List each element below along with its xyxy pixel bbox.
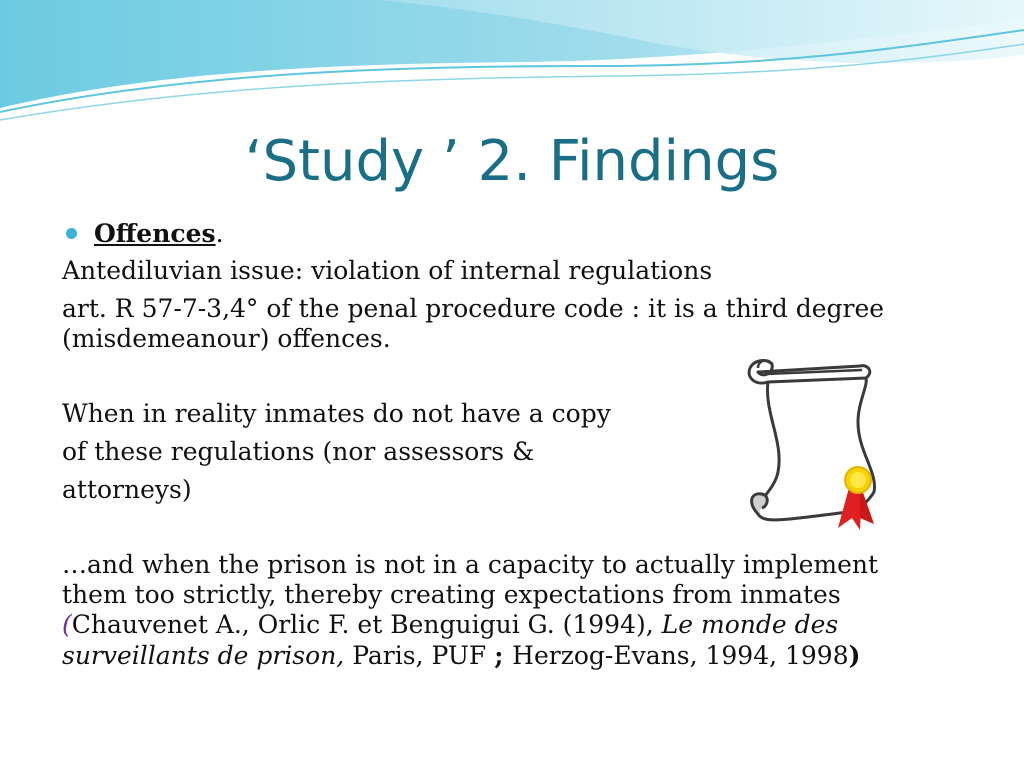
body-line-reality-3: attorneys) bbox=[62, 475, 192, 504]
reference-line-1 bbox=[62, 610, 838, 640]
body-line-art-2: (misdemeanour) offences. bbox=[62, 324, 391, 353]
reference-line-2 bbox=[62, 641, 860, 671]
body-line-prison-1: …and when the prison is not in a capacity to actually implement bbox=[62, 550, 879, 579]
reference-semicolon: ; bbox=[494, 641, 513, 670]
reference-herzog: Herzog-Evans, 1994, 1998 bbox=[512, 641, 849, 670]
body-line-art-1: art. R 57-7-3,4° of the penal procedure code : it is a third degree bbox=[62, 294, 885, 323]
body-line-reality-1: When in reality inmates do not have a copy bbox=[62, 399, 611, 428]
body-line-reality-2: of these regulations (nor assessors & bbox=[62, 437, 535, 466]
scroll-certificate-icon bbox=[728, 352, 888, 532]
reference-book-title-1: Le monde des bbox=[661, 610, 839, 639]
reference-open-paren: ( bbox=[62, 610, 72, 639]
body-line-antediluvian: Antediluvian issue: violation of internal regulations bbox=[62, 256, 713, 285]
bullet-heading bbox=[94, 219, 224, 249]
body-line-prison-2: them too strictly, thereby creating expectations from inmates bbox=[62, 580, 841, 609]
header-wave-decoration bbox=[0, 0, 1024, 130]
reference-authors: Chauvenet A., Orlic F. et Benguigui G. (1994), bbox=[71, 610, 662, 639]
bullet-heading-text: Offences bbox=[94, 219, 216, 248]
bullet-icon bbox=[66, 228, 77, 239]
slide-title: ‘Study ’ 2. Findings bbox=[244, 129, 780, 194]
reference-close-paren: ) bbox=[848, 641, 861, 670]
reference-publisher: Paris, PUF bbox=[344, 641, 495, 670]
reference-book-title-2: surveillants de prison, bbox=[62, 641, 345, 670]
bullet-heading-period: . bbox=[215, 219, 224, 248]
